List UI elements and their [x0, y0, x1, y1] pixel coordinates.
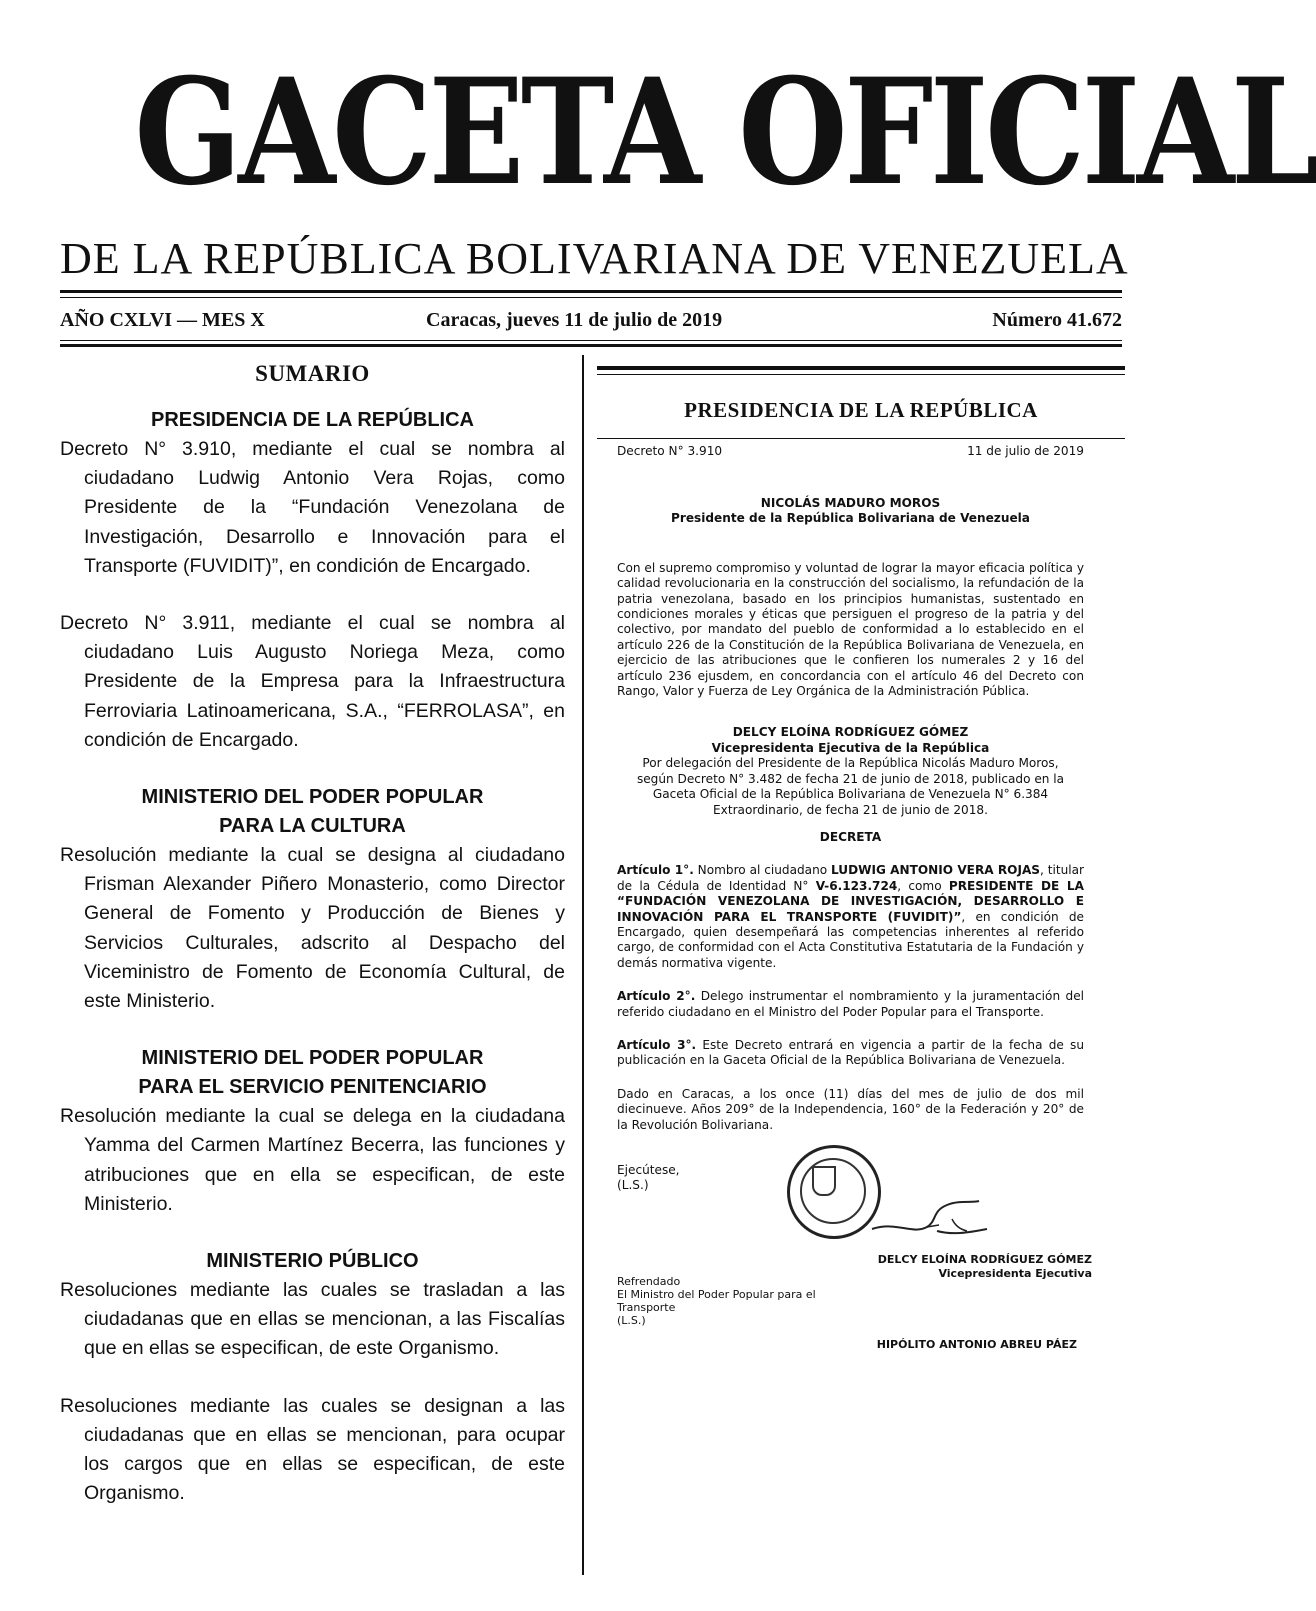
summary-entry: Resolución mediante la cual se designa al ciudadano Frisman Alexander Piñero Monasterio, como Director General de Fomento y Producción de Bienes y Servicios Culturales, adscrito al Despacho del Viceministro de Fomento de Economía Cultural, de este Ministerio.	[60, 844, 565, 1013]
delegate-name: DELCY ELOÍNA RODRÍGUEZ GÓMEZ	[732, 725, 969, 740]
section-heading: PARA EL SERVICIO PENITENCIARIO	[138, 1076, 487, 1099]
summary-entry: Resolución mediante la cual se delega en la ciudadana Yamma del Carmen Martínez Becerra, las funciones y atribuciones que en ella se especifican, de este Ministerio.	[60, 1105, 565, 1215]
summary-entry: Decreto N° 3.910, mediante el cual se nombra al ciudadano Ludwig Antonio Vera Rojas, como Presidente de la “Fundación Venezolana de Investigación, Desarrollo e Innovación para el Transporte (FUVIDIT)”, en condición de Encargado.	[60, 438, 565, 577]
refrendado-ls: (L.S.)	[617, 1314, 646, 1327]
ejecutese-label: Ejecútese,	[617, 1163, 680, 1177]
section-heading: MINISTERIO DEL PODER POPULAR	[141, 1047, 484, 1070]
author-name: NICOLÁS MADURO MOROS	[760, 496, 941, 510]
refrendado-role: El Ministro del Poder Popular para el	[617, 1288, 816, 1301]
sumario-column	[60, 360, 565, 1508]
article-1-label: Artículo 1°.	[617, 863, 694, 878]
refrendado-label: Refrendado	[617, 1275, 681, 1288]
delegation-line: Extraordinario, de fecha 21 de junio de 2018.	[713, 802, 988, 817]
article-3-text: Este Decreto entrará en vigencia a partir de la fecha de su publicación en la Gaceta Oficial de la República Bolivariana de Venezuela.	[617, 1037, 1085, 1068]
refrendado-block	[617, 1275, 857, 1327]
article-1-text: , en condición de Encargado, quien desempeñará las competencias inherentes al referido cargo, de conformidad con el Acta Constitutiva Estatutaria de la Fundación y demás normativa vigente.	[617, 909, 1084, 970]
decreta-heading: DECRETA	[819, 829, 882, 844]
issue-date: Caracas, jueves 11 de julio de 2019	[426, 309, 723, 331]
appointee-post: PRESIDENTE DE LA “FUNDACIÓN VENEZOLANA DE INVESTIGACIÓN, DESARROLLO E INNOVACIÓN PARA EL TRANSPORTE (FUVIDIT)”	[617, 878, 1084, 924]
decree-closing: Dado en Caracas, a los once (11) días del mes de julio de dos mil diecinueve. Años 209° de la Independencia, 160° de la Federación y 20° de la Revolución Bolivariana.	[617, 1086, 1084, 1132]
sumario-title: SUMARIO	[255, 361, 370, 386]
ls-label: (L.S.)	[617, 1178, 649, 1193]
section-heading: MINISTERIO PÚBLICO	[206, 1250, 419, 1273]
masthead-rule-thin	[60, 297, 1122, 298]
decree-rule	[597, 366, 1125, 370]
column-divider	[582, 355, 584, 1575]
decree-date: 11 de julio de 2019	[967, 444, 1084, 458]
article-2	[617, 989, 1084, 1020]
article-1-text: , como	[897, 878, 949, 893]
signature-icon	[867, 1191, 997, 1241]
decree-body	[617, 444, 1092, 1351]
summary-entry: Decreto N° 3.911, mediante el cual se nombra al ciudadano Luis Augusto Noriega Meza, como Presidente de la Empresa para la Infraestructura Ferroviaria Latinoamericana, S.A., “FERROLASA”, en condición de Encargado.	[60, 612, 565, 751]
masthead-rule	[60, 290, 1122, 293]
section-heading: PRESIDENCIA DE LA REPÚBLICA	[151, 409, 474, 431]
appointee-name: LUDWIG ANTONIO VERA ROJAS	[831, 863, 1041, 878]
article-2-text: Delego instrumentar el nombramiento y la juramentación del referido ciudadano en el Ministro del Poder Popular para el Transporte.	[617, 989, 1085, 1019]
article-2-label: Artículo 2°.	[617, 989, 696, 1004]
masthead-title: GACETA OFICIAL	[134, 47, 1316, 218]
delegation-line: según Decreto N° 3.482 de fecha 21 de junio de 2018, publicado en la	[636, 771, 1065, 786]
decree-rule-thin	[597, 374, 1125, 375]
delegation-line: Por delegación del Presidente de la República Nicolás Maduro Moros,	[642, 756, 1059, 771]
delegate-title: Vicepresidenta Ejecutiva de la República	[711, 740, 990, 755]
summary-entry: Resoluciones mediante las cuales se designan a las ciudadanas que en ellas se mencionan, para ocupar los cargos que en ellas se especifican, de este Organismo.	[60, 1394, 565, 1505]
author-title: Presidente de la República Bolivariana de Venezuela	[671, 511, 1030, 526]
decree-heading-rule	[597, 438, 1125, 439]
masthead-subtitle: DE LA REPÚBLICA BOLIVARIANA DE VENEZUELA	[60, 234, 1129, 283]
decree-number: Decreto N° 3.910	[617, 444, 723, 458]
article-1-text: Nombro al ciudadano	[693, 863, 832, 878]
ejecutese-block	[617, 1163, 680, 1194]
summary-entry: Resoluciones mediante las cuales se trasladan a las ciudadanas que en ellas se mencionan, a las Fiscalías que en ellas se especifican, de este Organismo.	[60, 1279, 565, 1360]
article-3-label: Artículo 3°.	[617, 1037, 697, 1052]
issue-info-row	[60, 306, 1122, 334]
article-1-text: , titular de la Cédula de Identidad N°	[617, 863, 1085, 893]
issue-rule-thin	[60, 340, 1122, 341]
issue-year-month: AÑO CXLVI — MES X	[60, 309, 265, 331]
signer-block	[832, 1253, 1092, 1281]
refrendado-role: Transporte	[617, 1301, 676, 1314]
issue-rule	[60, 344, 1122, 347]
article-3	[617, 1038, 1084, 1069]
decree-preamble: Con el supremo compromiso y voluntad de lograr la mayor eficacia política y calidad revolucionaria en la construcción del socialismo, la refundación de la patria venezolana, basado en los principios humanistas, sustentado en condiciones morales y éticas que persiguen el progreso de la patria y del colectivo, por mandato del pueblo de conformidad a lo establecido en el artículo 226 de la Constitución de la República Bolivariana de Venezuela, en ejercicio de las atribuciones que le confieren los numerales 2 y 16 del artículo 236 ejusdem, en concordancia con el artículo 46 del Decreto con Rango, Valor y Fuerza de Ley Orgánica de la Administración Pública.	[617, 560, 1084, 699]
signer-title: Vicepresidenta Ejecutiva	[938, 1267, 1092, 1280]
appointee-id: V-6.123.724	[815, 878, 898, 893]
signature-area	[617, 1151, 1092, 1351]
issue-number: Número 41.672	[992, 309, 1122, 331]
section-heading: PARA LA CULTURA	[219, 815, 406, 838]
delegation-line: Gaceta Oficial de la República Bolivariana de Venezuela N° 6.384	[652, 787, 1049, 802]
signer-name: DELCY ELOÍNA RODRÍGUEZ GÓMEZ	[877, 1253, 1092, 1266]
decree-section-heading: PRESIDENCIA DE LA REPÚBLICA	[684, 398, 1038, 422]
section-heading: MINISTERIO DEL PODER POPULAR	[141, 786, 484, 809]
minister-name: HIPÓLITO ANTONIO ABREU PÁEZ	[876, 1338, 1077, 1351]
decree-number-row	[617, 444, 1084, 462]
article-1	[617, 863, 1084, 971]
